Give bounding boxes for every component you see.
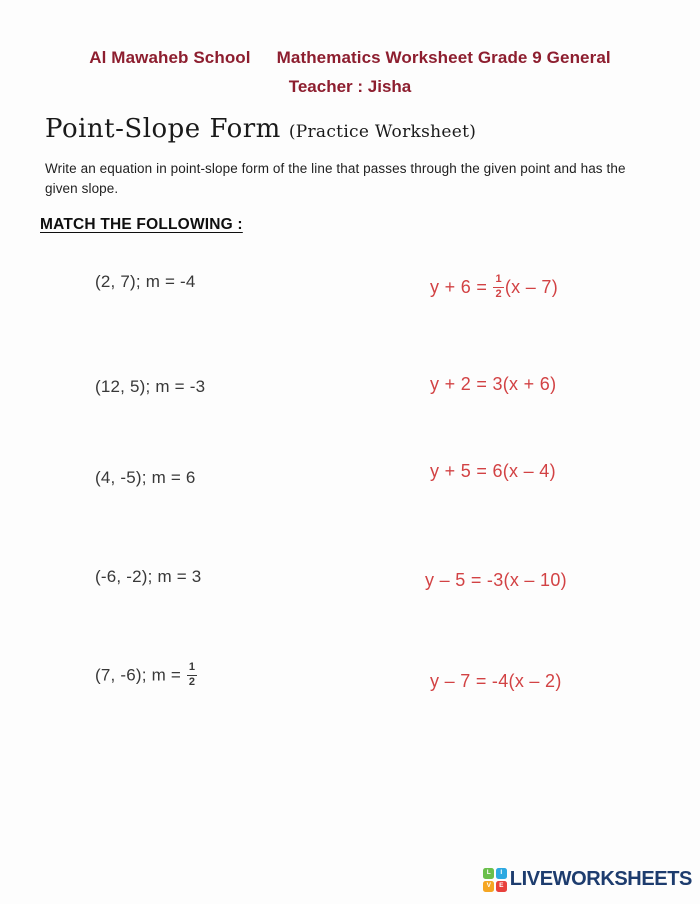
page-title — [45, 114, 476, 144]
equation-text: y – 7 = -4(x – 2) — [430, 671, 562, 691]
worksheet-header-line1 — [0, 48, 700, 68]
liveworksheets-icon — [483, 868, 507, 892]
logo-square-v: V — [483, 881, 494, 892]
point-text: (4, -5); m = 6 — [95, 468, 196, 487]
point-text: (2, 7); m = -4 — [95, 272, 196, 291]
match-point-4[interactable] — [95, 567, 201, 587]
title-main: Point-Slope Form — [45, 114, 281, 144]
school-name: Al Mawaheb School — [89, 48, 251, 67]
equation-text: (x – 7) — [504, 276, 558, 297]
fraction-numerator: 1 — [187, 662, 197, 676]
teacher-name: Teacher : Jisha — [288, 77, 412, 96]
worksheet-title: Mathematics Worksheet Grade 9 General — [276, 48, 611, 67]
match-point-1[interactable] — [95, 272, 196, 292]
fraction-denominator: 2 — [495, 288, 502, 300]
fraction-denominator: 2 — [188, 676, 196, 688]
match-equation-1[interactable] — [430, 275, 558, 301]
match-equation-2[interactable] — [430, 374, 556, 395]
point-text: (-6, -2); m = 3 — [95, 567, 202, 586]
logo-square-l: L — [483, 868, 494, 879]
section-heading: MATCH THE FOLLOWING : — [40, 216, 243, 233]
title-sub: (Practice Worksheet) — [288, 122, 477, 142]
equation-text: y + 2 = 3(x + 6) — [430, 374, 557, 394]
instructions-text: Write an equation in point-slope form of the line that passes through the given point and has the given slope. — [45, 161, 626, 197]
fraction — [493, 274, 503, 300]
match-point-3[interactable] — [95, 468, 196, 488]
equation-text: y – 5 = -3(x – 10) — [425, 570, 567, 590]
point-text: (7, -6); m = — [95, 665, 186, 685]
match-equation-5[interactable] — [430, 671, 562, 692]
match-point-5[interactable] — [95, 663, 198, 689]
match-equation-3[interactable] — [430, 461, 556, 482]
match-equation-4[interactable] — [425, 570, 567, 591]
liveworksheets-logo[interactable] — [483, 868, 692, 892]
equation-text: y + 5 = 6(x – 4) — [430, 461, 556, 481]
fraction-numerator: 1 — [493, 274, 503, 288]
fraction — [187, 662, 197, 688]
point-text: (12, 5); m = -3 — [95, 377, 206, 396]
equation-text: y + 6 = — [430, 276, 493, 297]
logo-square-e: E — [496, 881, 507, 892]
logo-square-i: I — [496, 868, 507, 879]
liveworksheets-wordmark: LIVEWORKSHEETS — [509, 868, 692, 891]
match-point-2[interactable] — [95, 377, 205, 397]
